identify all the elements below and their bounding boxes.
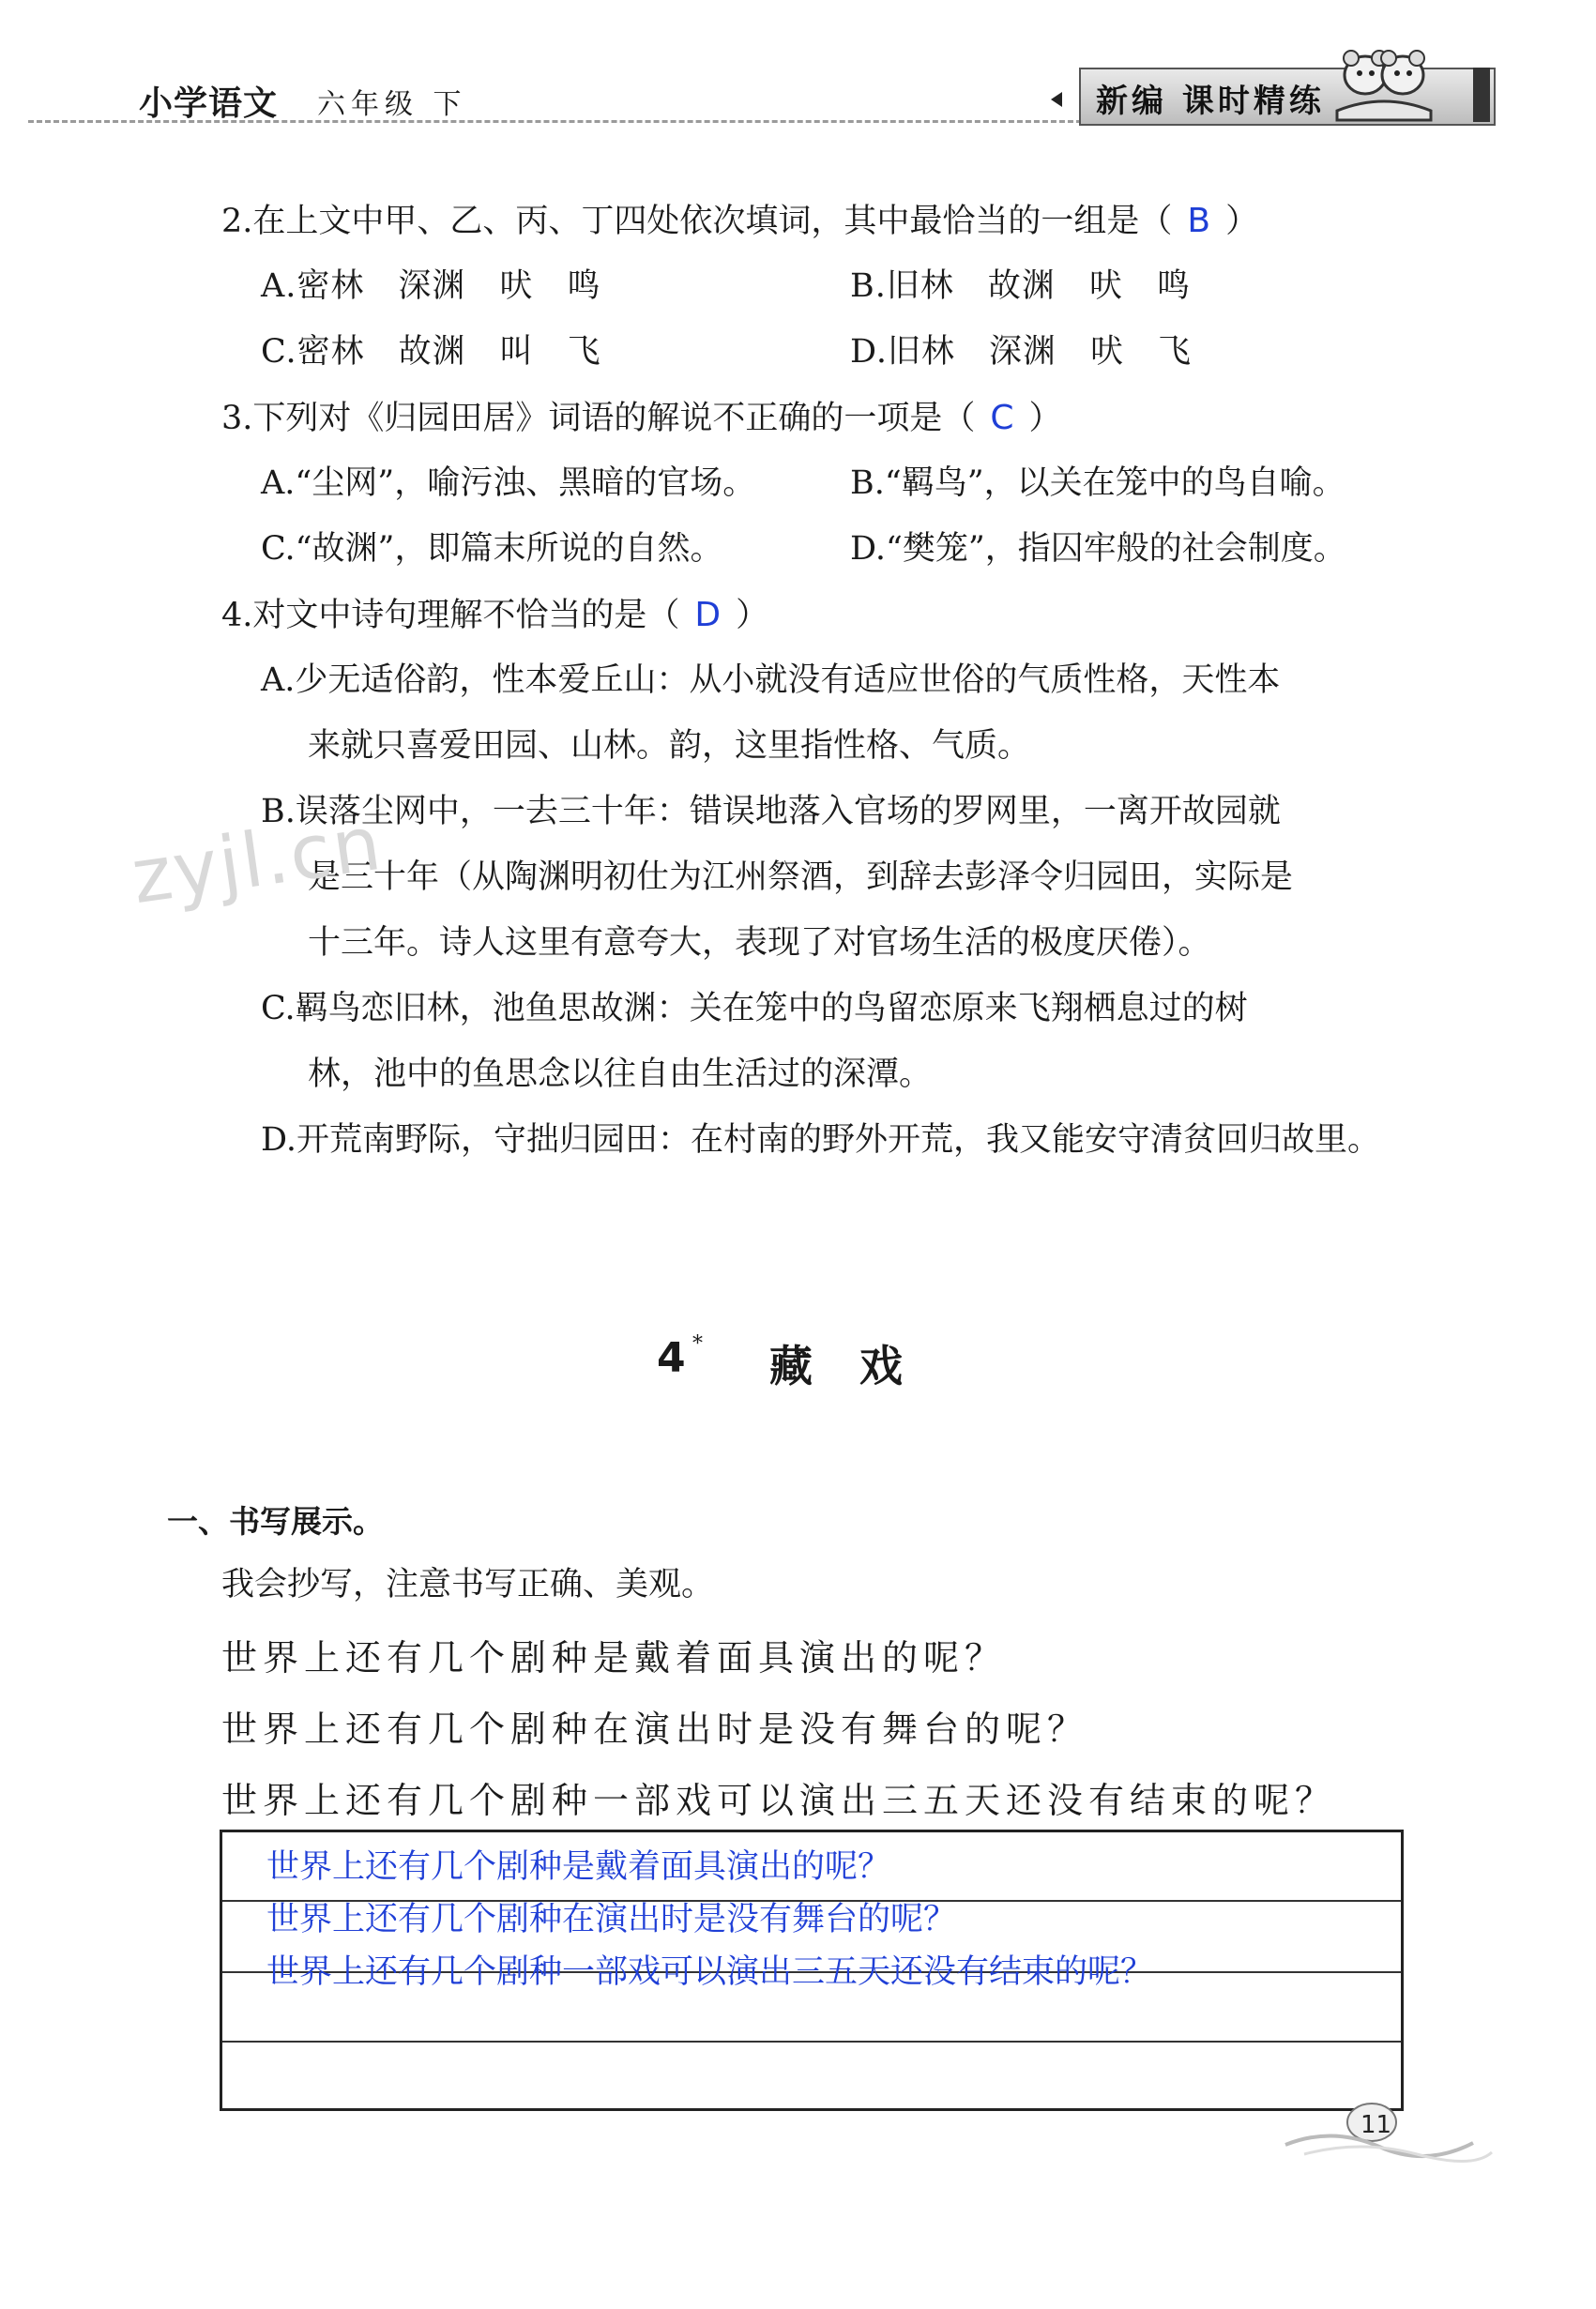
section-instruction: 我会抄写，注意书写正确、美观。 bbox=[221, 1566, 715, 1603]
lesson-star: * bbox=[692, 1332, 703, 1356]
q4-option-b-line1: B.误落尘网中，一去三十年：错误地落入官场的罗网里，一离开故园就 bbox=[261, 793, 1281, 830]
q4-option-a-line2: 来就只喜爱田园、山林。韵，这里指性格、气质。 bbox=[308, 727, 1031, 765]
q4-option-b-line2: 是三十年（从陶渊明初仕为江州祭酒，到辞去彭泽令归园田，实际是 bbox=[308, 858, 1294, 896]
q3-answer: C bbox=[990, 399, 1014, 437]
handwritten-line-3: 世界上还有几个剧种一部戏可以演出三五天还没有结束的呢？ bbox=[266, 1953, 1154, 1991]
q4-option-a-line1: A.少无适俗韵，性本爱丘山：从小就没有适应世俗的气质性格，天性本 bbox=[261, 661, 1281, 699]
handwritten-line-1: 世界上还有几个剧种是戴着面具演出的呢？ bbox=[266, 1848, 891, 1886]
page-number: 11 bbox=[1360, 2111, 1392, 2139]
q2-option-b: B.旧林 故渊 吠 鸣 bbox=[850, 267, 1191, 305]
q2-answer: B bbox=[1187, 202, 1211, 240]
q4-option-d: D.开荒南野际，守拙归园田：在村南的野外开荒，我又能安守清贫回归故里。 bbox=[261, 1121, 1380, 1159]
q3-option-a: A.“尘网”，喻污浊、黑暗的官场。 bbox=[261, 464, 756, 502]
triangle-left-icon bbox=[1051, 92, 1062, 107]
q4-option-c-line2: 林，池中的鱼思念以往自由生活过的深潭。 bbox=[308, 1056, 933, 1093]
handwritten-line-2: 世界上还有几个剧种在演出时是没有舞台的呢？ bbox=[266, 1901, 957, 1938]
header-divider bbox=[28, 120, 1107, 123]
series-title: 新编 课时精练 bbox=[1096, 83, 1325, 120]
copy-sentence-3: 世界上还有几个剧种一部戏可以演出三五天还没有结束的呢？ bbox=[221, 1780, 1337, 1821]
q4-stem: 4.对文中诗句理解不恰当的是（ D ） bbox=[221, 596, 769, 634]
q2-stem: 2.在上文中甲、乙、丙、丁四处依次填词，其中最恰当的一组是（ B ） bbox=[221, 202, 1259, 240]
copy-sentence-2: 世界上还有几个剧种在演出时是没有舞台的呢？ bbox=[221, 1709, 1089, 1750]
q3-stem: 3.下列对《归园田居》词语的解说不正确的一项是（ C ） bbox=[221, 399, 1062, 437]
copy-sentence-1: 世界上还有几个剧种是戴着面具演出的呢？ bbox=[221, 1637, 1007, 1679]
q3-option-b: B.“羁鸟”，以关在笼中的鸟自喻。 bbox=[850, 464, 1345, 502]
header-grade: 六年级 下 bbox=[317, 88, 467, 121]
q2-option-d: D.旧林 深渊 吠 飞 bbox=[850, 333, 1192, 371]
q2-option-c: C.密林 故渊 叫 飞 bbox=[261, 333, 601, 371]
header-subject: 小学语文 bbox=[139, 84, 279, 123]
section-heading: 一、书写展示。 bbox=[167, 1503, 384, 1540]
q4-option-c-line1: C.羁鸟恋旧林，池鱼思故渊：关在笼中的鸟留恋原来飞翔栖息过的树 bbox=[261, 990, 1248, 1027]
lesson-number: 4 bbox=[657, 1334, 686, 1382]
bear-mascot-icon bbox=[1332, 38, 1436, 122]
watermark: zyjl.cn bbox=[126, 798, 388, 921]
writing-rule bbox=[222, 2041, 1401, 2043]
lesson-title: 藏戏 bbox=[769, 1341, 950, 1391]
q4-answer: D bbox=[694, 596, 722, 634]
q2-option-a: A.密林 深渊 吠 鸣 bbox=[261, 267, 601, 305]
q3-option-d: D.“樊笼”，指囚牢般的社会制度。 bbox=[850, 530, 1346, 568]
q3-option-c: C.“故渊”，即篇末所说的自然。 bbox=[261, 530, 723, 568]
banner-end-bar bbox=[1473, 68, 1490, 122]
q4-option-b-line3: 十三年。诗人这里有意夸大，表现了对官场生活的极度厌倦）。 bbox=[308, 924, 1211, 962]
